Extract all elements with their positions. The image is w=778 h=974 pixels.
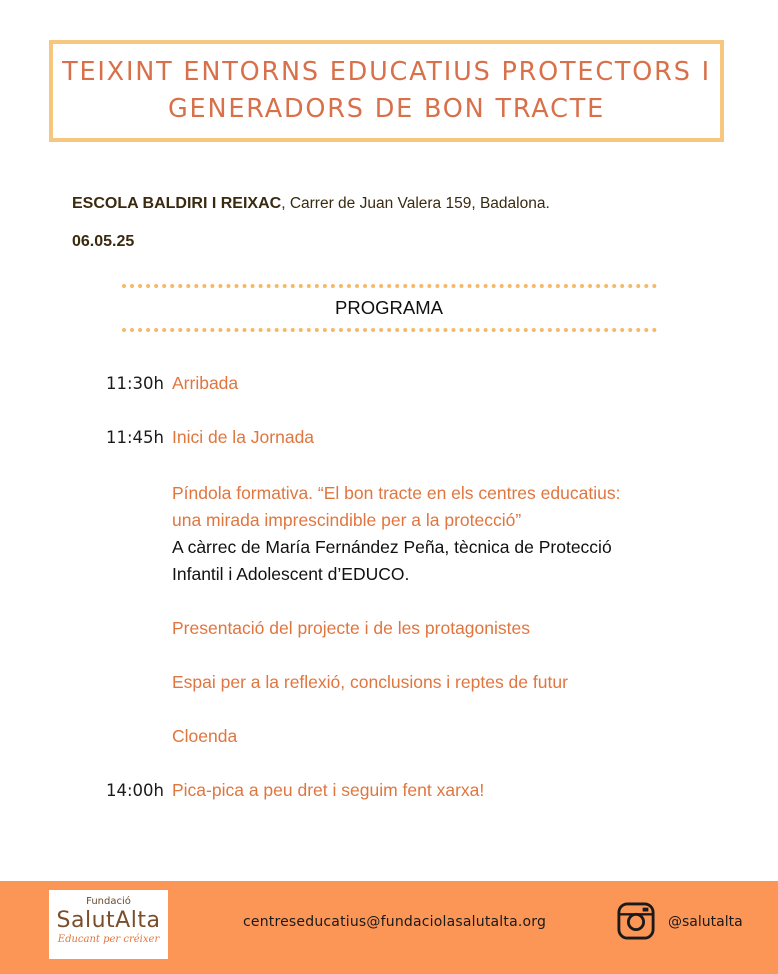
event-date: 06.05.25	[72, 233, 135, 250]
logo-small-text: Fundació	[86, 896, 131, 907]
item-pill-line1: Píndola formativa. “El bon tracte en els centres educatius:	[172, 483, 621, 503]
item-picapica: Pica-pica a peu dret i seguim fent xarxa!	[172, 780, 485, 800]
instagram-handle[interactable]: @salutalta	[668, 914, 743, 930]
item-speaker-line2: Infantil i Adolescent d’EDUCO.	[172, 564, 410, 584]
school-address: , Carrer de Juan Valera 159, Badalona.	[281, 195, 550, 212]
instagram-icon[interactable]	[617, 902, 655, 940]
program-heading: PROGRAMA	[335, 297, 443, 318]
item-arrival: Arribada	[172, 373, 239, 393]
contact-email[interactable]: centreseducatius@fundaciolasalutalta.org	[243, 914, 547, 930]
footer	[0, 881, 778, 974]
venue	[72, 195, 550, 213]
item-start: Inici de la Jornada	[172, 427, 315, 447]
dotted-divider-bottom	[122, 328, 657, 332]
salutalta-logo	[49, 890, 168, 959]
logo-name: SalutAlta	[56, 908, 161, 933]
logo-tagline: Educant per créixer	[57, 934, 160, 945]
time-start: 11:45h	[105, 428, 164, 447]
item-speaker-line1: A càrrec de María Fernández Peña, tècnica de Protecció	[172, 537, 612, 557]
title-line-1: TEIXINT ENTORNS EDUCATIUS PROTECTORS I	[62, 57, 711, 87]
time-picapica: 14:00h	[105, 781, 164, 800]
title-box	[49, 40, 724, 142]
time-arrival: 11:30h	[105, 374, 164, 393]
item-reflection: Espai per a la reflexió, conclusions i reptes de futur	[172, 672, 568, 692]
title-line-2: GENERADORS DE BON TRACTE	[167, 94, 605, 124]
item-pill-line2: una mirada imprescindible per a la protecció”	[172, 510, 522, 530]
item-presentation: Presentació del projecte i de les protagonistes	[172, 618, 530, 638]
school-name: ESCOLA BALDIRI I REIXAC	[72, 195, 282, 212]
dotted-divider-top	[122, 284, 657, 288]
item-closing: Cloenda	[172, 726, 238, 746]
